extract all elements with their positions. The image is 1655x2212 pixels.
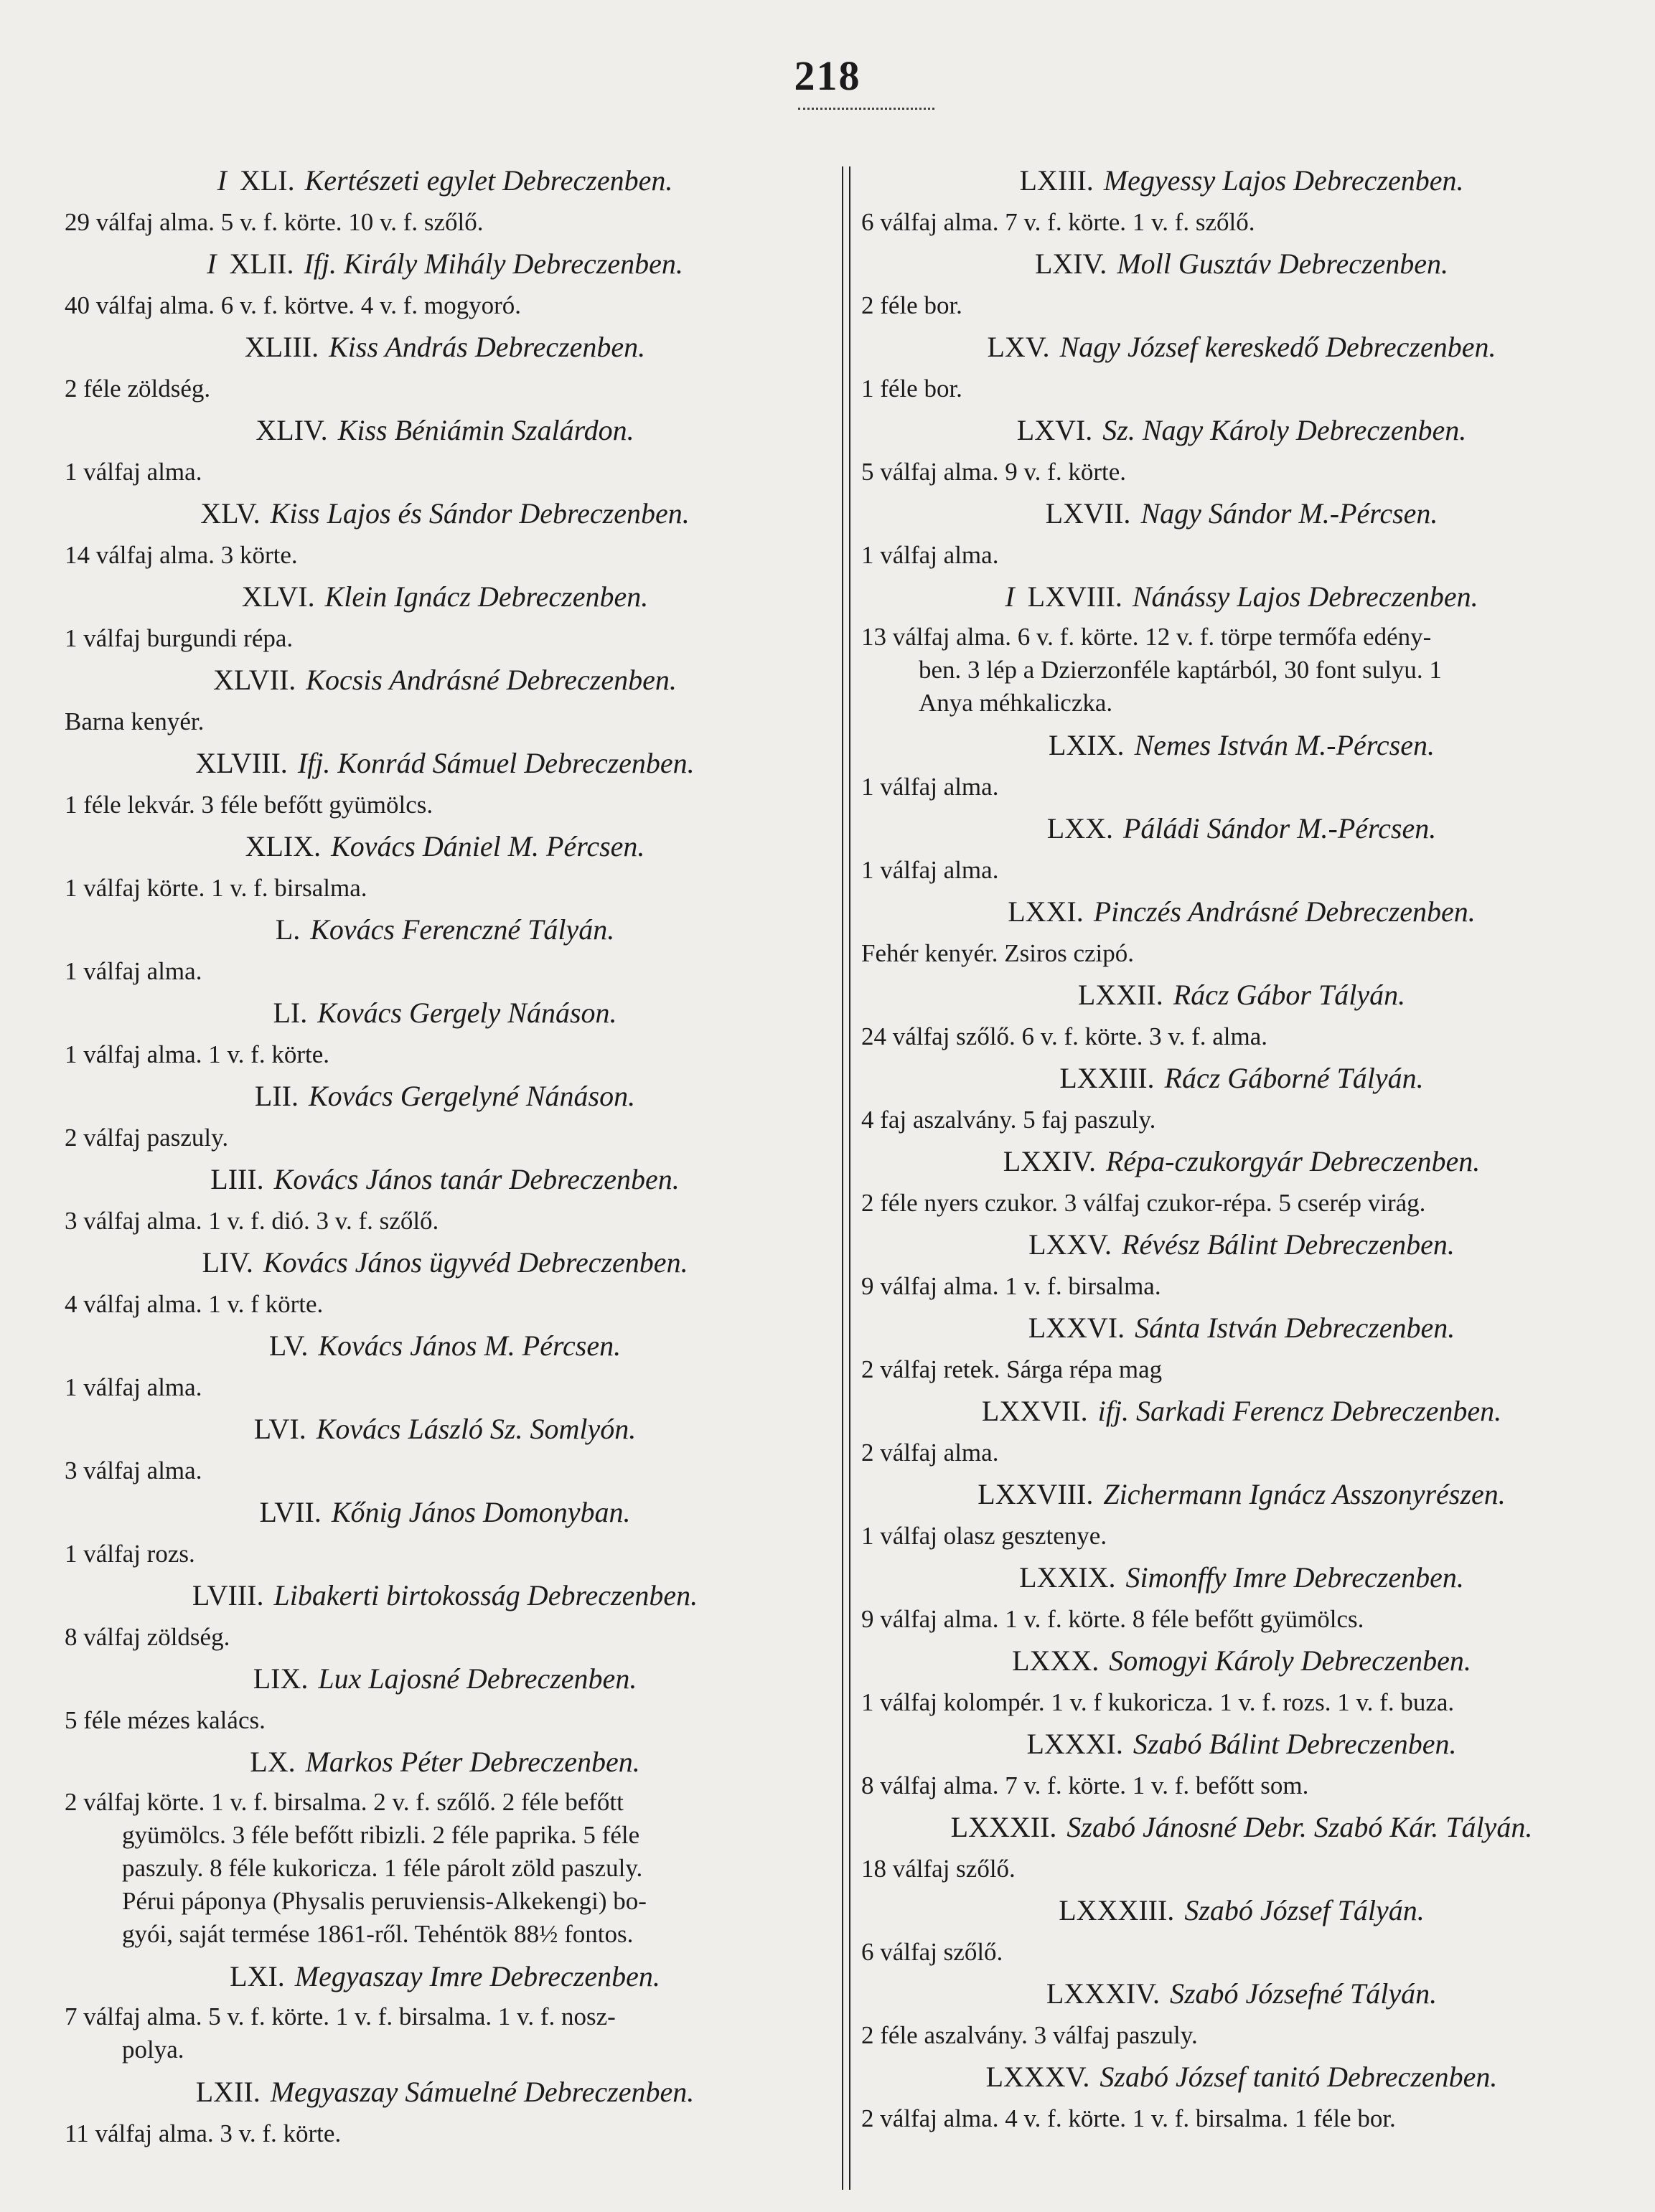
exhibit-description: 1 válfaj alma. [861,856,999,884]
exhibitor-name: Szabó Bálint Debreczenben. [1133,1728,1457,1760]
exhibitor-heading [861,409,1622,451]
exhibit-description: 5 féle mézes kalács. [65,1706,266,1734]
exhibitor-name: Nagy József kereskedő Debreczenben. [1059,331,1496,363]
entry-number: LXXIX. [1019,1561,1116,1594]
margin-mark: I [217,164,227,197]
exhibitor-heading [65,2071,825,2113]
entry-number: LXXX. [1012,1644,1100,1677]
exhibit-description: 2 féle zöldség. [65,375,211,403]
exhibitor-name: Megyaszay Sámuelné Debreczenben. [270,2076,695,2108]
exhibitor-heading [861,1057,1622,1099]
exhibitor-heading [861,974,1622,1016]
exhibitor-name: Répa-czukorgyár Debreczenben. [1105,1145,1481,1177]
exhibitor-entry [65,1574,825,1657]
exhibitor-entry [65,326,825,409]
exhibitor-name: Kiss András Debreczenben. [329,331,646,363]
exhibitor-heading [861,1806,1622,1848]
exhibitor-entry [861,1723,1622,1806]
description-line: 13 válfaj alma. 6 v. f. körte. 12 v. f. törpe termőfa edény- [861,623,1432,651]
exhibitor-heading [65,1324,825,1367]
exhibit-description: 14 válfaj alma. 3 körte. [65,541,298,569]
exhibitor-entry [65,1158,825,1241]
entry-number: LXXII. [1077,979,1163,1011]
exhibit-description [861,618,1622,724]
exhibitor-heading [861,1473,1622,1515]
entry-number: LXXV. [1028,1228,1112,1261]
exhibitor-name: Kiss Lajos és Sándor Debreczenben. [270,497,690,530]
exhibitor-heading [861,1307,1622,1349]
exhibitor-heading [861,159,1622,202]
exhibit-description: 29 válfaj alma. 5 v. f. körte. 10 v. f. szőlő. [65,208,484,236]
exhibitor-name: Szabó József Tályán. [1184,1894,1425,1926]
entry-number: XLIX. [245,830,322,862]
right-column [861,159,1622,2190]
exhibitor-name: Sz. Nagy Károly Debreczenben. [1102,414,1467,446]
exhibitor-entry [861,1223,1622,1307]
exhibitor-entry [861,243,1622,326]
exhibit-description: 8 válfaj alma. 7 v. f. körte. 1 v. f. befőtt som. [861,1771,1309,1799]
entry-number: LXIX. [1049,729,1125,761]
exhibitor-heading [861,1972,1622,2015]
page-number: 218 [794,52,861,99]
exhibitor-heading [65,1158,825,1200]
exhibitor-heading [65,825,825,867]
entry-number: LXXVII. [981,1395,1088,1427]
entry-number: LXXI. [1008,895,1084,928]
exhibitor-heading [65,243,825,285]
entry-number: LXVI. [1016,414,1093,446]
entry-number: XLVI. [241,580,315,613]
exhibitor-entry [861,807,1622,890]
exhibit-description: 11 válfaj alma. 3 v. f. körte. [65,2119,342,2147]
exhibitor-heading [65,659,825,701]
exhibitor-name: Rácz Gábor Tályán. [1173,979,1406,1011]
exhibitor-name: ifj. Sarkadi Ferencz Debreczenben. [1097,1395,1502,1427]
description-line: ben. 3 lép a Dzierzonféle kaptárból, 30 font sulyu. 1 [919,656,1442,684]
exhibitor-name: Szabó József tanitó Debreczenben. [1100,2061,1498,2093]
description-line: Pérui páponya (Physalis peruviensis-Alkekengi) bo- [122,1887,647,1915]
exhibitor-heading [861,890,1622,933]
exhibitor-name: Simonffy Imre Debreczenben. [1125,1561,1464,1594]
exhibitor-name: Kocsis Andrásné Debreczenben. [306,664,677,696]
exhibitor-entry [65,742,825,825]
entry-number: LX. [250,1746,296,1778]
exhibitor-heading [861,807,1622,849]
exhibitor-entry [65,908,825,992]
margin-mark: I [1005,580,1015,613]
exhibit-description: 2 válfaj alma. 4 v. f. körte. 1 v. f. birsalma. 1 féle bor. [861,2104,1396,2132]
exhibitor-entry [861,1057,1622,1140]
exhibit-description: 6 válfaj szőlő. [861,1938,1003,1966]
exhibitor-heading [65,409,825,451]
exhibit-description: 1 válfaj körte. 1 v. f. birsalma. [65,874,367,902]
exhibit-description: Fehér kenyér. Zsiros czipó. [861,939,1135,967]
exhibit-description: 1 válfaj alma. [65,458,202,486]
entry-number: LXXIV. [1003,1145,1096,1177]
exhibitor-name: Nemes István M.-Pércsen. [1134,729,1435,761]
entry-number: LII. [254,1080,299,1112]
exhibitor-heading [65,1741,825,1783]
exhibitor-heading [65,1241,825,1284]
exhibit-description: 1 válfaj alma. 1 v. f. körte. [65,1040,329,1068]
exhibit-description: 3 válfaj alma. [65,1456,202,1484]
entry-number: LIX. [253,1662,309,1695]
exhibitor-heading [861,326,1622,368]
exhibit-description: 1 válfaj rozs. [65,1540,195,1568]
exhibitor-entry [861,890,1622,974]
exhibitor-entry [861,1972,1622,2056]
exhibit-description: 4 válfaj alma. 1 v. f körte. [65,1290,324,1318]
exhibitor-heading [65,575,825,618]
exhibitor-heading [861,2056,1622,2098]
exhibitor-name: Kőnig János Domonyban. [331,1496,631,1528]
entry-number: L. [275,913,301,946]
exhibitor-name: Ifj. Király Mihály Debreczenben. [304,248,683,280]
entry-number: LVIII. [192,1579,264,1611]
exhibit-description: 1 féle bor. [861,375,962,403]
exhibitor-heading [861,1723,1622,1765]
exhibitor-entry [65,575,825,659]
exhibitor-entry [65,1741,825,1955]
entry-number: LXXXV. [985,2061,1090,2093]
exhibitor-name: Megyaszay Imre Debreczenben. [294,1960,660,1992]
entry-number: LXXXIV. [1046,1977,1160,2010]
entry-number: LXI. [230,1960,285,1992]
exhibitor-entry [861,1889,1622,1972]
exhibit-description [65,1783,825,1955]
exhibitor-heading [861,575,1622,618]
description-line: 7 válfaj alma. 5 v. f. körte. 1 v. f. birsalma. 1 v. f. nosz- [65,2002,616,2030]
description-line: gyümölcs. 3 féle befőtt ribizli. 2 féle paprika. 5 féle [122,1821,640,1849]
exhibitor-entry [861,1140,1622,1223]
exhibit-description: 24 válfaj szőlő. 6 v. f. körte. 3 v. f. alma. [861,1022,1267,1050]
exhibitor-name: Kovács Gergely Nánáson. [317,997,617,1029]
entry-number: LXVII. [1045,497,1131,530]
entry-number: LXIII. [1019,164,1094,197]
entry-number: LXXXIII. [1059,1894,1175,1926]
exhibitor-heading [65,1075,825,1117]
entry-number: LI. [273,997,308,1029]
exhibitor-entry [65,243,825,326]
exhibitor-entry [65,1657,825,1741]
exhibit-description: 1 válfaj alma. [861,541,999,569]
exhibitor-entry [65,825,825,908]
entry-number: XLIV. [255,414,328,446]
exhibitor-heading [65,1408,825,1450]
exhibitor-name: Somogyi Károly Debreczenben. [1109,1644,1471,1677]
exhibitor-name: Nánássy Lajos Debreczenben. [1132,580,1478,613]
entry-number: LXXIII. [1059,1062,1155,1094]
exhibitor-name: Libakerti birtokosság Debreczenben. [273,1579,698,1611]
exhibitor-entry [65,1241,825,1324]
exhibitor-entry [65,1324,825,1408]
exhibit-description: 1 válfaj olasz gesztenye. [861,1522,1107,1550]
exhibitor-name: Moll Gusztáv Debreczenben. [1117,248,1449,280]
exhibitor-heading [861,1140,1622,1182]
exhibitor-name: Ifj. Konrád Sámuel Debreczenben. [297,747,695,779]
description-line: 2 válfaj körte. 1 v. f. birsalma. 2 v. f. szőlő. 2 féle befőtt [65,1788,624,1816]
exhibit-description: 8 válfaj zöldség. [65,1623,230,1651]
exhibit-description: 9 válfaj alma. 1 v. f. birsalma. [861,1272,1161,1300]
exhibitor-name: Kovács László Sz. Somlyón. [316,1413,637,1445]
exhibit-description: 1 válfaj kolompér. 1 v. f kukoricza. 1 v. f. rozs. 1 v. f. buza. [861,1688,1455,1716]
exhibitor-name: Szabó Józsefné Tályán. [1169,1977,1438,2010]
exhibitor-name: Zichermann Ignácz Asszonyrészen. [1103,1478,1506,1510]
exhibitor-entry [65,1408,825,1491]
exhibitor-name: Kertészeti egylet Debreczenben. [304,164,673,197]
exhibitor-entry [861,575,1622,724]
exhibitor-heading [861,1639,1622,1682]
exhibitor-heading [65,908,825,951]
exhibitor-entry [861,1473,1622,1556]
exhibit-description: 5 válfaj alma. 9 v. f. körte. [861,458,1126,486]
exhibitor-name: Kovács Dániel M. Pércsen. [331,830,645,862]
exhibitor-entry [861,2056,1622,2139]
exhibitor-entry [65,159,825,243]
exhibitor-name: Nagy Sándor M.-Pércsen. [1140,497,1438,530]
margin-mark: I [207,248,217,280]
exhibitor-name: Sánta István Debreczenben. [1135,1312,1455,1344]
entry-number: XLVIII. [195,747,288,779]
description-line: gyói, saját termése 1861-ről. Tehéntök 88½ fontos. [122,1920,634,1948]
exhibit-description: 18 válfaj szőlő. [861,1855,1016,1883]
exhibitor-heading [65,742,825,784]
exhibitor-entry [861,1390,1622,1473]
exhibitor-entry [861,1307,1622,1390]
exhibitor-heading [65,1491,825,1533]
entry-number: XLVII. [213,664,296,696]
entry-number: LXVIII. [1027,580,1122,613]
exhibitor-heading [861,492,1622,535]
exhibit-description: 2 féle nyers czukor. 3 válfaj czukor-répa. 5 cserép virág. [861,1189,1426,1217]
exhibitor-entry [861,724,1622,807]
exhibitor-name: Kiss Béniámin Szalárdon. [337,414,634,446]
exhibitor-entry [861,1556,1622,1639]
exhibit-description: 1 válfaj burgundi répa. [65,624,294,652]
exhibitor-name: Kovács Ferenczné Tályán. [310,913,615,946]
exhibitor-name: Kovács János M. Pércsen. [318,1329,622,1362]
exhibitor-heading [65,1955,825,1997]
exhibitor-heading [65,992,825,1034]
exhibit-description: 2 féle aszalvány. 3 válfaj paszuly. [861,2021,1198,2049]
entry-number: LXIV. [1034,248,1107,280]
entry-number: LXXVIII. [977,1478,1094,1510]
exhibitor-entry [65,1491,825,1574]
exhibitor-entry [65,659,825,742]
exhibitor-entry [65,992,825,1075]
exhibit-description: 9 válfaj alma. 1 v. f. körte. 8 féle befőtt gyümölcs. [861,1605,1364,1633]
page-number-underline [798,108,934,110]
exhibitor-entry [861,492,1622,575]
exhibitor-heading [65,492,825,535]
exhibitor-heading [861,243,1622,285]
entry-number: LIII. [210,1163,264,1195]
entry-number: XLI. [239,164,295,197]
exhibitor-name: Szabó Jánosné Debr. Szabó Kár. Tályán. [1066,1811,1533,1843]
exhibitor-heading [65,159,825,202]
entry-number: LVI. [253,1413,306,1445]
entry-number: LXV. [987,331,1050,363]
exhibit-description: 4 faj aszalvány. 5 faj paszuly. [861,1106,1156,1134]
entry-number: LXXVI. [1028,1312,1125,1344]
exhibit-description: 3 válfaj alma. 1 v. f. dió. 3 v. f. szőlő. [65,1207,439,1235]
entry-number: LXX. [1046,812,1113,844]
exhibitor-name: Kovács János tanár Debreczenben. [273,1163,680,1195]
exhibitor-name: Rácz Gáborné Tályán. [1164,1062,1424,1094]
exhibit-description: 2 válfaj retek. Sárga répa mag [861,1355,1163,1383]
exhibitor-entry [861,1639,1622,1723]
exhibit-description: Barna kenyér. [65,707,205,735]
entry-number: LXXXII. [950,1811,1057,1843]
entry-number: LVII. [259,1496,322,1528]
exhibitor-name: Kovács Gergelyné Nánáson. [308,1080,636,1112]
exhibitor-heading [65,326,825,368]
exhibitor-name: Lux Lajosné Debreczenben. [318,1662,637,1695]
exhibit-description: 2 válfaj alma. [861,1439,999,1467]
exhibitor-entry [65,492,825,575]
exhibitor-heading [861,1889,1622,1931]
exhibit-description: 6 válfaj alma. 7 v. f. körte. 1 v. f. szőlő. [861,208,1255,236]
left-column [65,159,825,2190]
exhibit-description: 1 válfaj alma. [65,1373,202,1401]
exhibitor-entry [65,409,825,492]
exhibitor-heading [65,1657,825,1700]
exhibitor-name: Pinczés Andrásné Debreczenben. [1093,895,1476,928]
exhibitor-entry [861,326,1622,409]
exhibitor-heading [861,724,1622,766]
exhibitor-heading [65,1574,825,1616]
entry-number: LXII. [195,2076,261,2108]
exhibit-description [65,1997,825,2071]
entry-number: LV. [268,1329,309,1362]
exhibit-description: 1 válfaj alma. [65,957,202,985]
exhibitor-heading [861,1223,1622,1266]
exhibitor-name: Páládi Sándor M.-Pércsen. [1123,812,1437,844]
exhibitor-heading [861,1390,1622,1432]
exhibit-description: 2 féle bor. [861,291,962,319]
entry-number: XLV. [200,497,261,530]
entry-number: LXXXI. [1026,1728,1123,1760]
entry-number: XLII. [229,248,294,280]
exhibit-description: 40 válfaj alma. 6 v. f. körtve. 4 v. f. mogyoró. [65,291,521,319]
column-divider [842,166,850,2190]
exhibitor-heading [861,1556,1622,1599]
exhibit-description: 1 válfaj alma. [861,773,999,801]
entry-number: XLIII. [244,331,319,363]
exhibitor-name: Révész Bálint Debreczenben. [1122,1228,1455,1261]
exhibitor-entry [65,1075,825,1158]
exhibitor-name: Megyessy Lajos Debreczenben. [1103,164,1464,197]
exhibitor-entry [861,974,1622,1057]
exhibitor-entry [861,409,1622,492]
exhibit-description: 2 válfaj paszuly. [65,1124,229,1152]
description-line: polya. [122,2035,184,2063]
entry-number: LIV. [202,1246,253,1279]
exhibitor-entry [65,1955,825,2071]
exhibitor-entry [861,1806,1622,1889]
exhibitor-name: Klein Ignácz Debreczenben. [324,580,649,613]
description-line: paszuly. 8 féle kukoricza. 1 féle párolt zöld paszuly. [122,1854,643,1882]
exhibit-description: 1 féle lekvár. 3 féle befőtt gyümölcs. [65,791,433,819]
exhibitor-entry [65,2071,825,2154]
exhibitor-name: Kovács János ügyvéd Debreczenben. [263,1246,688,1279]
exhibitor-entry [861,159,1622,243]
description-line: Anya méhkaliczka. [919,689,1113,717]
exhibitor-name: Markos Péter Debreczenben. [305,1746,640,1778]
